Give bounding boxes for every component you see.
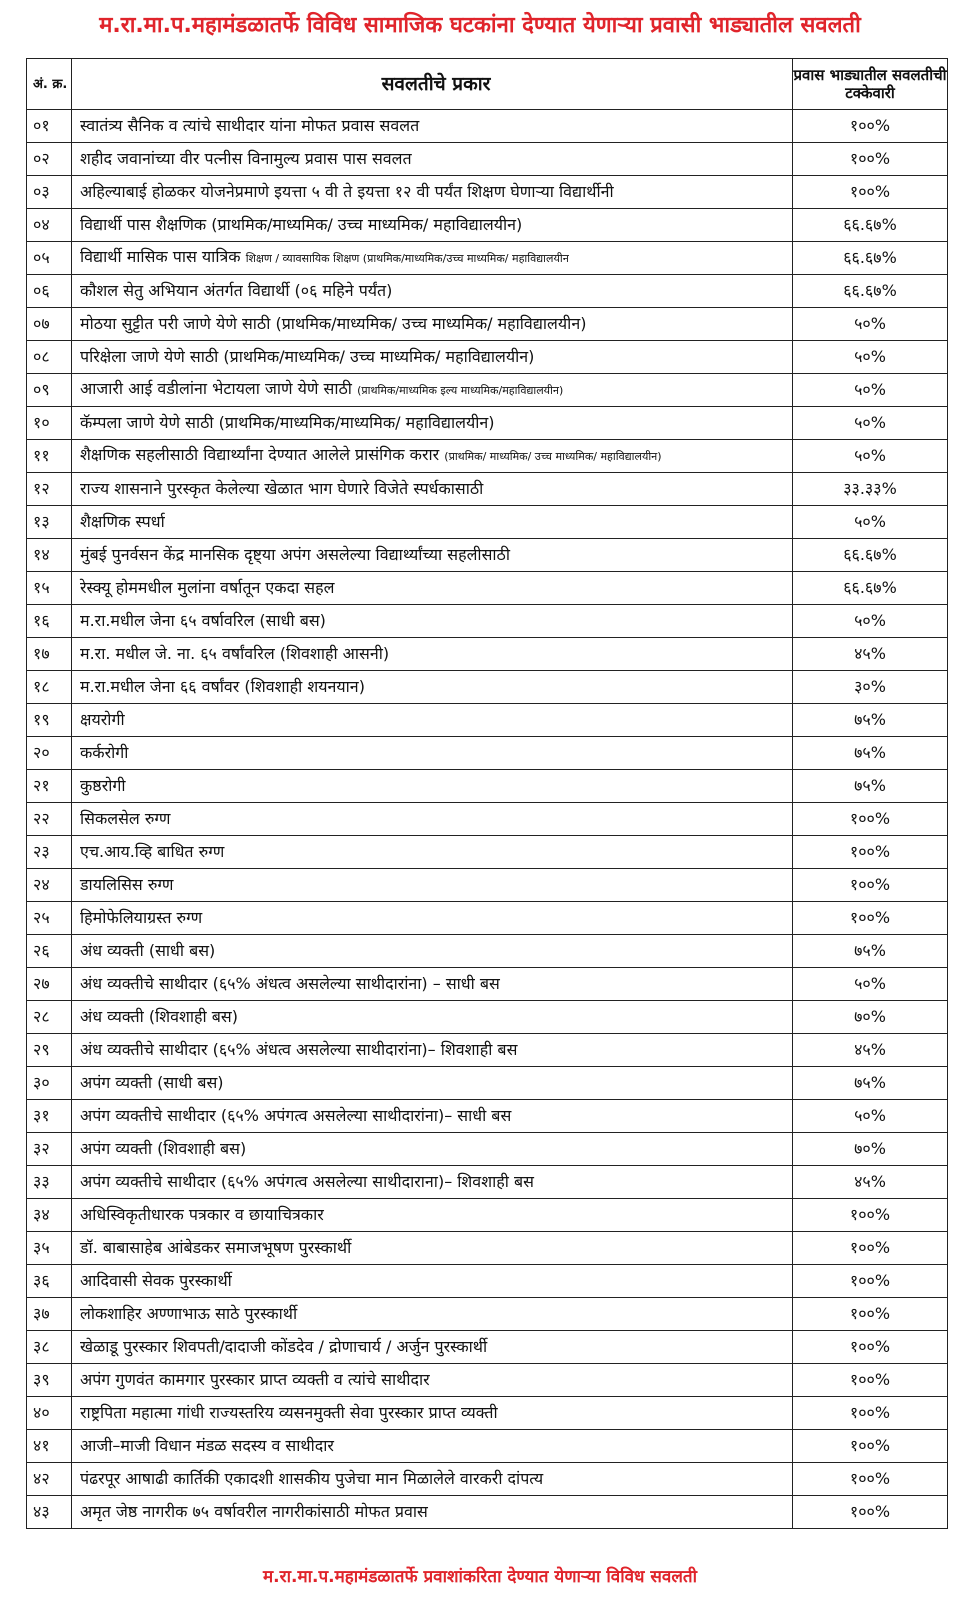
row-text: कौशल सेतु अभियान अंतर्गत विद्यार्थी (०६ महिने पर्यंत) (80, 281, 393, 300)
row-concession-type (72, 704, 793, 737)
row-concession-type (72, 1430, 793, 1463)
row-serial: ३० (27, 1067, 72, 1100)
row-text: अंध व्यक्तीचे साथीदार (६५% अंधत्व असलेल्या साथीदारांना) – साधी बस (80, 974, 500, 993)
row-serial: ३६ (27, 1265, 72, 1298)
table-row (27, 275, 948, 308)
row-text: एच.आय.व्हि बाधित रुग्ण (80, 842, 225, 861)
row-serial: ४२ (27, 1463, 72, 1496)
row-serial: ११ (27, 440, 72, 473)
table-row (27, 869, 948, 902)
table-row (27, 770, 948, 803)
row-concession-type (72, 1034, 793, 1067)
row-text: मोठया सुट्टीत परी जाणे येणे साठी (प्राथमिक/माध्यमिक/ उच्च माध्यमिक/ महाविद्यालयीन) (80, 314, 587, 333)
row-concession-type (72, 803, 793, 836)
row-serial: ०२ (27, 143, 72, 176)
table-row (27, 1265, 948, 1298)
table-row (27, 308, 948, 341)
row-text: राष्ट्रपिता महात्मा गांधी राज्यस्तरिय व्यसनमुक्ती सेवा पुरस्कार प्राप्त व्यक्ती (80, 1403, 498, 1422)
table-header-row (27, 59, 948, 110)
row-serial: २६ (27, 935, 72, 968)
table-row (27, 1496, 948, 1529)
row-note: (प्राथमिक/माध्यमिक इल्य माध्यमिक/महाविद्यालयीन) (357, 384, 564, 397)
row-serial: १५ (27, 572, 72, 605)
row-serial: ४१ (27, 1430, 72, 1463)
table-row (27, 1067, 948, 1100)
header-serial: अं. क्र. (27, 59, 72, 110)
row-serial: २८ (27, 1001, 72, 1034)
table-row (27, 143, 948, 176)
row-concession-type (72, 110, 793, 143)
row-concession-type (72, 1496, 793, 1529)
table-row (27, 803, 948, 836)
table-row (27, 440, 948, 473)
row-concession-type (72, 1463, 793, 1496)
table-row (27, 935, 948, 968)
row-serial: ४३ (27, 1496, 72, 1529)
table-row (27, 242, 948, 275)
row-serial: ०४ (27, 209, 72, 242)
row-serial: १८ (27, 671, 72, 704)
row-percent: ७५% (793, 770, 948, 803)
row-percent: १००% (793, 836, 948, 869)
row-serial: २५ (27, 902, 72, 935)
row-percent: १००% (793, 1265, 948, 1298)
row-concession-type (72, 176, 793, 209)
table-body (27, 110, 948, 1529)
row-concession-type (72, 968, 793, 1001)
row-serial: १२ (27, 473, 72, 506)
row-text: सिकलसेल रुग्ण (80, 809, 171, 828)
row-serial: ३८ (27, 1331, 72, 1364)
row-serial: ०८ (27, 341, 72, 374)
row-concession-type (72, 308, 793, 341)
row-text: अपंग व्यक्तीचे साथीदार (६५% अपंगत्व असलेल्या साथीदारांना)– साधी बस (80, 1106, 512, 1125)
row-percent: ६६.६७% (793, 539, 948, 572)
row-percent: ३०% (793, 671, 948, 704)
row-concession-type (72, 770, 793, 803)
row-serial: ०९ (27, 374, 72, 407)
table-row (27, 605, 948, 638)
row-note: शिक्षण / व्यावसायिक शिक्षण (प्राथमिक/माध्यमिक/उच्च माध्यमिक/ महाविद्यालयीन (245, 252, 569, 265)
row-text: कॅम्पला जाणे येणे साठी (प्राथमिक/माध्यमिक/माध्यमिक/ महाविद्यालयीन) (80, 413, 495, 432)
row-concession-type (72, 440, 793, 473)
row-serial: २९ (27, 1034, 72, 1067)
row-percent: ७०% (793, 1001, 948, 1034)
row-text: अधिस्विकृतीधारक पत्रकार व छायाचित्रकार (80, 1205, 324, 1224)
row-concession-type (72, 902, 793, 935)
row-text: लोकशाहिर अण्णाभाऊ साठे पुरस्कार्थी (80, 1304, 298, 1323)
row-concession-type (72, 1364, 793, 1397)
row-serial: ३५ (27, 1232, 72, 1265)
row-serial: ३१ (27, 1100, 72, 1133)
row-concession-type (72, 572, 793, 605)
row-percent: ५०% (793, 341, 948, 374)
row-serial: ३९ (27, 1364, 72, 1397)
row-percent: १००% (793, 1397, 948, 1430)
row-serial: १६ (27, 605, 72, 638)
row-text: रेस्क्यू होममधील मुलांना वर्षातून एकदा सहल (80, 578, 335, 597)
row-text: डायलिसिस रुग्ण (80, 875, 174, 894)
row-percent: १००% (793, 1364, 948, 1397)
row-concession-type (72, 407, 793, 440)
row-text: अंध व्यक्ती (शिवशाही बस) (80, 1007, 238, 1026)
row-text: डॉ. बाबासाहेब आंबेडकर समाजभूषण पुरस्कार्थी (80, 1238, 352, 1257)
table-row (27, 671, 948, 704)
row-text: परिक्षेला जाणे येणे साठी (प्राथमिक/माध्यमिक/ उच्च माध्यमिक/ महाविद्यालयीन) (80, 347, 535, 366)
row-text: अपंग व्यक्तीचे साथीदार (६५% अपंगत्व असलेल्या साथीदाराना)– शिवशाही बस (80, 1172, 534, 1191)
row-text: म.रा.मधील जेना ६५ वर्षावरिल (साधी बस) (80, 611, 326, 630)
row-serial: १४ (27, 539, 72, 572)
row-serial: २१ (27, 770, 72, 803)
row-percent: ५०% (793, 440, 948, 473)
row-percent: ५०% (793, 407, 948, 440)
concession-table (26, 58, 948, 1529)
row-text: शहीद जवानांच्या वीर पत्नीस विनामुल्य प्रवास पास सवलत (80, 149, 412, 168)
row-percent: १००% (793, 176, 948, 209)
row-percent: ७५% (793, 935, 948, 968)
row-text: अपंग व्यक्ती (साधी बस) (80, 1073, 224, 1092)
table-row (27, 1133, 948, 1166)
row-concession-type (72, 242, 793, 275)
row-percent: ५०% (793, 374, 948, 407)
table-row (27, 704, 948, 737)
row-text: कर्करोगी (80, 743, 129, 762)
row-concession-type (72, 473, 793, 506)
row-concession-type (72, 275, 793, 308)
row-concession-type (72, 1100, 793, 1133)
row-serial: ०१ (27, 110, 72, 143)
row-percent: ५०% (793, 506, 948, 539)
table-row (27, 110, 948, 143)
row-serial: ०७ (27, 308, 72, 341)
table-row (27, 506, 948, 539)
row-serial: ३२ (27, 1133, 72, 1166)
row-concession-type (72, 1133, 793, 1166)
row-text: अंध व्यक्तीचे साथीदार (६५% अंधत्व असलेल्या साथीदारांना)– शिवशाही बस (80, 1040, 518, 1059)
row-percent: ६६.६७% (793, 209, 948, 242)
row-text: मुंबई पुनर्वसन केंद्र मानसिक दृष्ट्या अपंग असलेल्या विद्यार्थ्यांच्या सहलीसाठी (80, 545, 510, 564)
row-text: स्वातंत्र्य सैनिक व त्यांचे साथीदार यांना मोफत प्रवास सवलत (80, 116, 420, 135)
row-text: आदिवासी सेवक पुरस्कार्थी (80, 1271, 232, 1290)
row-concession-type (72, 605, 793, 638)
row-percent: १००% (793, 902, 948, 935)
row-concession-type (72, 539, 793, 572)
table-row (27, 176, 948, 209)
row-serial: ०३ (27, 176, 72, 209)
row-percent: ४५% (793, 638, 948, 671)
table-row (27, 1298, 948, 1331)
row-concession-type (72, 1265, 793, 1298)
row-serial: २२ (27, 803, 72, 836)
row-percent: १००% (793, 1496, 948, 1529)
row-text: शैक्षणिक स्पर्धा (80, 512, 165, 531)
row-percent: ७५% (793, 704, 948, 737)
row-percent: ७०% (793, 1133, 948, 1166)
row-concession-type (72, 1331, 793, 1364)
row-concession-type (72, 737, 793, 770)
row-percent: १००% (793, 110, 948, 143)
row-text: खेळाडू पुरस्कार शिवपती/दादाजी कोंडदेव / द्रोणाचार्य / अर्जुन पुरस्कार्थी (80, 1337, 488, 1356)
row-percent: १००% (793, 1463, 948, 1496)
table-row (27, 1100, 948, 1133)
row-concession-type (72, 143, 793, 176)
row-note: (प्राथमिक/ माध्यमिक/ उच्च माध्यमिक/ महाविद्यालयीन) (444, 450, 662, 463)
row-concession-type (72, 374, 793, 407)
row-text: आजी–माजी विधान मंडळ सदस्य व साथीदार (80, 1436, 334, 1455)
row-text: राज्य शासनाने पुरस्कृत केलेल्या खेळात भाग घेणारे विजेते स्पर्धकासाठी (80, 479, 484, 498)
row-concession-type (72, 506, 793, 539)
table-row (27, 407, 948, 440)
row-percent: १००% (793, 1298, 948, 1331)
row-concession-type (72, 1001, 793, 1034)
row-serial: १७ (27, 638, 72, 671)
table-row (27, 1166, 948, 1199)
row-serial: ०५ (27, 242, 72, 275)
row-concession-type (72, 1067, 793, 1100)
row-percent: ६६.६७% (793, 275, 948, 308)
row-serial: ४० (27, 1397, 72, 1430)
row-text: हिमोफेलियाग्रस्त रुग्ण (80, 908, 203, 927)
row-percent: ५०% (793, 968, 948, 1001)
row-percent: १००% (793, 143, 948, 176)
row-serial: २३ (27, 836, 72, 869)
row-percent: ५०% (793, 1100, 948, 1133)
row-text: क्षयरोगी (80, 710, 125, 729)
row-text: म.रा. मधील जे. ना. ६५ वर्षांवरिल (शिवशाही आसनी) (80, 644, 390, 663)
row-text: अंध व्यक्ती (साधी बस) (80, 941, 216, 960)
row-text: अपंग व्यक्ती (शिवशाही बस) (80, 1139, 247, 1158)
header-percent: प्रवास भाड्यातील सवलतीची टक्केवारी (793, 59, 948, 110)
table-row (27, 1397, 948, 1430)
table-row (27, 473, 948, 506)
row-concession-type (72, 1166, 793, 1199)
row-text: अपंग गुणवंत कामगार पुरस्कार प्राप्त व्यक्ती व त्यांचे साथीदार (80, 1370, 430, 1389)
row-serial: २० (27, 737, 72, 770)
row-text: विद्यार्थी मासिक पास यात्रिक (80, 247, 241, 266)
row-percent: ५०% (793, 308, 948, 341)
table-row (27, 341, 948, 374)
row-concession-type (72, 671, 793, 704)
row-text: अहिल्याबाई होळकर योजनेप्रमाणे इयत्ता ५ वी ते इयत्ता १२ वी पर्यंत शिक्षण घेणाऱ्या विद्यार्थीनी (80, 182, 614, 201)
row-concession-type (72, 209, 793, 242)
table-row (27, 836, 948, 869)
table-row (27, 1199, 948, 1232)
table-row (27, 1430, 948, 1463)
row-percent: ४५% (793, 1166, 948, 1199)
table-row (27, 902, 948, 935)
row-serial: ३३ (27, 1166, 72, 1199)
table-row (27, 209, 948, 242)
table-row (27, 374, 948, 407)
row-percent: १००% (793, 1331, 948, 1364)
row-concession-type (72, 341, 793, 374)
table-row (27, 638, 948, 671)
row-serial: ३७ (27, 1298, 72, 1331)
row-percent: १००% (793, 869, 948, 902)
table-row (27, 737, 948, 770)
row-text: आजारी आई वडीलांना भेटायला जाणे येणे साठी (80, 379, 352, 398)
row-text: कुष्ठरोगी (80, 776, 126, 795)
row-serial: १३ (27, 506, 72, 539)
table-row (27, 1001, 948, 1034)
row-serial: २७ (27, 968, 72, 1001)
table-row (27, 1232, 948, 1265)
row-concession-type (72, 1199, 793, 1232)
row-text: शैक्षणिक सहलीसाठी विद्यार्थ्यांना देण्यात आलेले प्रासंगिक करार (80, 445, 440, 464)
row-percent: ५०% (793, 605, 948, 638)
row-percent: १००% (793, 1199, 948, 1232)
row-concession-type (72, 1232, 793, 1265)
row-concession-type (72, 869, 793, 902)
table-row (27, 1331, 948, 1364)
row-text: पंढरपूर आषाढी कार्तिकी एकादशी शासकीय पुजेचा मान मिळालेले वारकरी दांपत्य (80, 1469, 544, 1488)
row-percent: ४५% (793, 1034, 948, 1067)
table-row (27, 1034, 948, 1067)
row-percent: ७५% (793, 1067, 948, 1100)
row-concession-type (72, 638, 793, 671)
row-serial: १० (27, 407, 72, 440)
row-percent: ६६.६७% (793, 572, 948, 605)
table-row (27, 1364, 948, 1397)
row-concession-type (72, 1298, 793, 1331)
row-percent: १००% (793, 1232, 948, 1265)
row-text: अमृत जेष्ठ नागरीक ७५ वर्षावरील नागरीकांसाठी मोफत प्रवास (80, 1502, 428, 1521)
row-percent: १००% (793, 803, 948, 836)
table-row (27, 968, 948, 1001)
row-percent: १००% (793, 1430, 948, 1463)
row-concession-type (72, 935, 793, 968)
row-serial: २४ (27, 869, 72, 902)
page-title: म.रा.मा.प.महामंडळातर्फे विविध सामाजिक घटकांना देण्यात येणाऱ्या प्रवासी भाड्यातील सवलती (99, 13, 861, 38)
row-text: विद्यार्थी पास शैक्षणिक (प्राथमिक/माध्यमिक/ उच्च माध्यमिक/ महाविद्यालयीन) (80, 215, 523, 234)
table-row (27, 572, 948, 605)
page-footer: म.रा.मा.प.महामंडळातर्फे प्रवाशांकरिता देण्यात येणाऱ्या विविध सवलती (263, 1567, 697, 1587)
header-type: सवलतीचे प्रकार (72, 59, 793, 110)
row-concession-type (72, 1397, 793, 1430)
row-percent: ३३.३३% (793, 473, 948, 506)
row-serial: ०६ (27, 275, 72, 308)
table-row (27, 539, 948, 572)
row-percent: ७५% (793, 737, 948, 770)
table-row (27, 1463, 948, 1496)
row-serial: ३४ (27, 1199, 72, 1232)
row-serial: १९ (27, 704, 72, 737)
row-concession-type (72, 836, 793, 869)
row-percent: ६६.६७% (793, 242, 948, 275)
row-text: म.रा.मधील जेना ६६ वर्षांवर (शिवशाही शयनयान) (80, 677, 365, 696)
